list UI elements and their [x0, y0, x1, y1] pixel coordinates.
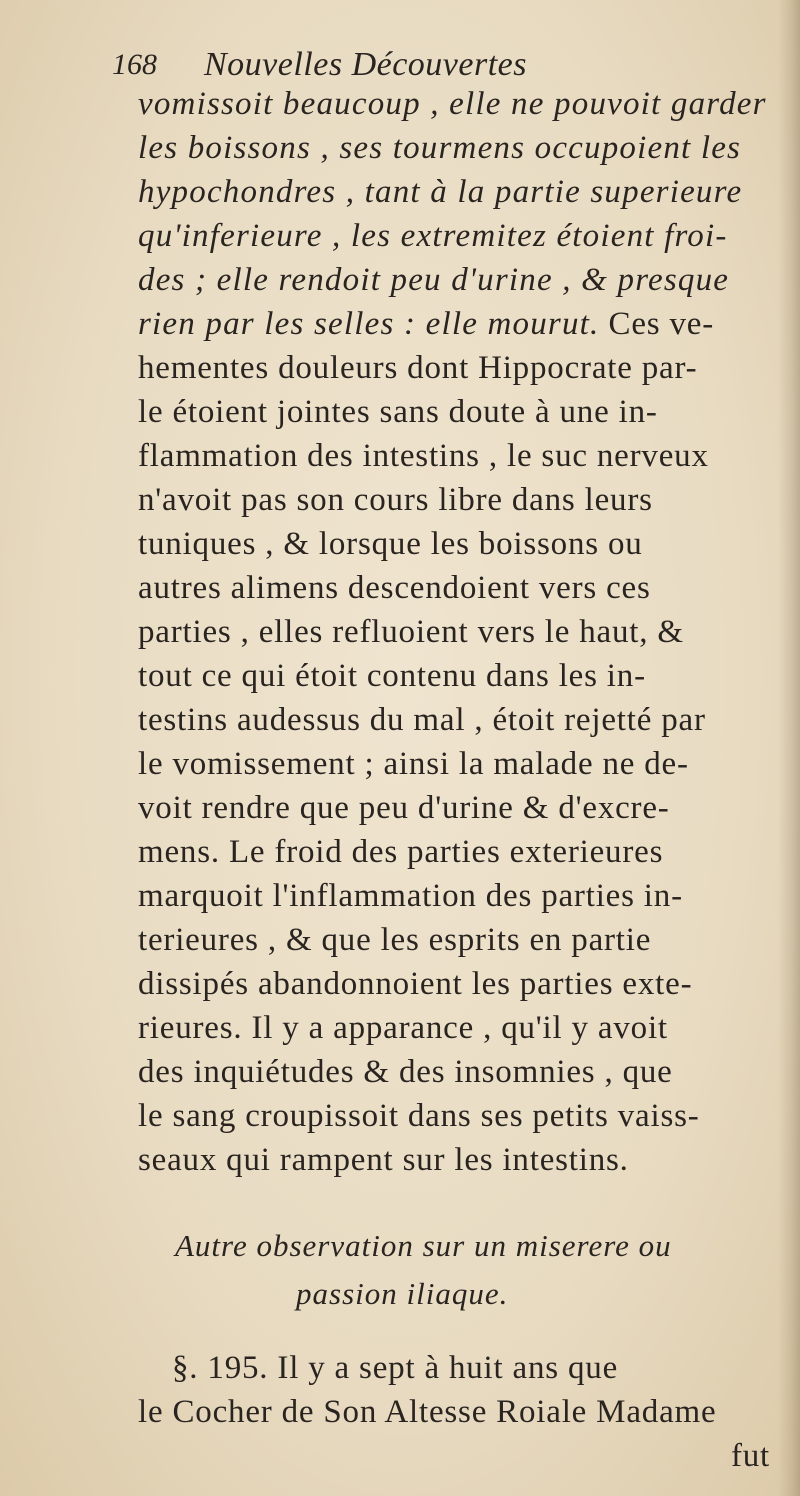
- text-line: tout ce qui étoit contenu dans les in-: [138, 658, 646, 694]
- page-edge-shadow: [778, 0, 800, 1496]
- text-line: voit rendre que peu d'urine & d'excre-: [138, 790, 670, 826]
- roman-segment: Ces ve-: [599, 306, 715, 342]
- text-line: marquoit l'inflammation des parties in-: [138, 878, 683, 914]
- text-line: [138, 302, 714, 346]
- italic-segment: rien par les selles : elle mourut.: [138, 306, 600, 342]
- text-line: parties , elles refluoient vers le haut, &: [138, 614, 684, 650]
- text-line: terieures , & que les esprits en partie: [138, 922, 652, 958]
- text-line: le Cocher de Son Altesse Roiale Madame: [138, 1394, 717, 1430]
- text-line: dissipés abandonnoient les parties exte-: [138, 966, 693, 1002]
- text-line: qu'inferieure , les extremitez étoient froi-: [138, 218, 728, 254]
- text-line: testins audessus du mal , étoit rejetté par: [138, 702, 706, 738]
- text-line: flammation des intestins , le suc nerveux: [138, 438, 709, 474]
- text-line: autres alimens descendoient vers ces: [138, 570, 651, 606]
- page-number: 168: [112, 48, 157, 81]
- text-line: les boissons , ses tourmens occupoient les: [138, 130, 742, 166]
- catchword: fut: [730, 1438, 770, 1474]
- text-line: vomissoit beaucoup , elle ne pouvoit garder: [138, 86, 767, 122]
- text-line: le sang croupissoit dans ses petits vaiss-: [138, 1098, 700, 1134]
- text-line: hypochondres , tant à la partie superieure: [138, 174, 743, 210]
- text-line: n'avoit pas son cours libre dans leurs: [138, 482, 653, 518]
- text-line: rieures. Il y a apparance , qu'il y avoit: [138, 1010, 668, 1046]
- text-line: le étoient jointes sans doute à une in-: [138, 394, 658, 430]
- text-line: des inquiétudes & des insomnies , que: [138, 1054, 673, 1090]
- text-line: seaux qui rampent sur les intestins.: [138, 1142, 629, 1178]
- text-line: hementes douleurs dont Hippocrate par-: [138, 350, 698, 386]
- text-line: tuniques , & lorsque les boissons ou: [138, 526, 643, 562]
- text-line: mens. Le froid des parties exterieures: [138, 834, 664, 870]
- paragraph-start-line: §. 195. Il y a sept à huit ans que: [172, 1350, 619, 1386]
- section-heading-line-1: Autre observation sur un miserere ou: [175, 1228, 672, 1263]
- text-line: des ; elle rendoit peu d'urine , & presque: [138, 262, 730, 298]
- text-line: le vomissement ; ainsi la malade ne de-: [138, 746, 689, 782]
- section-heading-line-2: passion iliaque.: [296, 1276, 509, 1311]
- running-title: Nouvelles Découvertes: [204, 46, 527, 83]
